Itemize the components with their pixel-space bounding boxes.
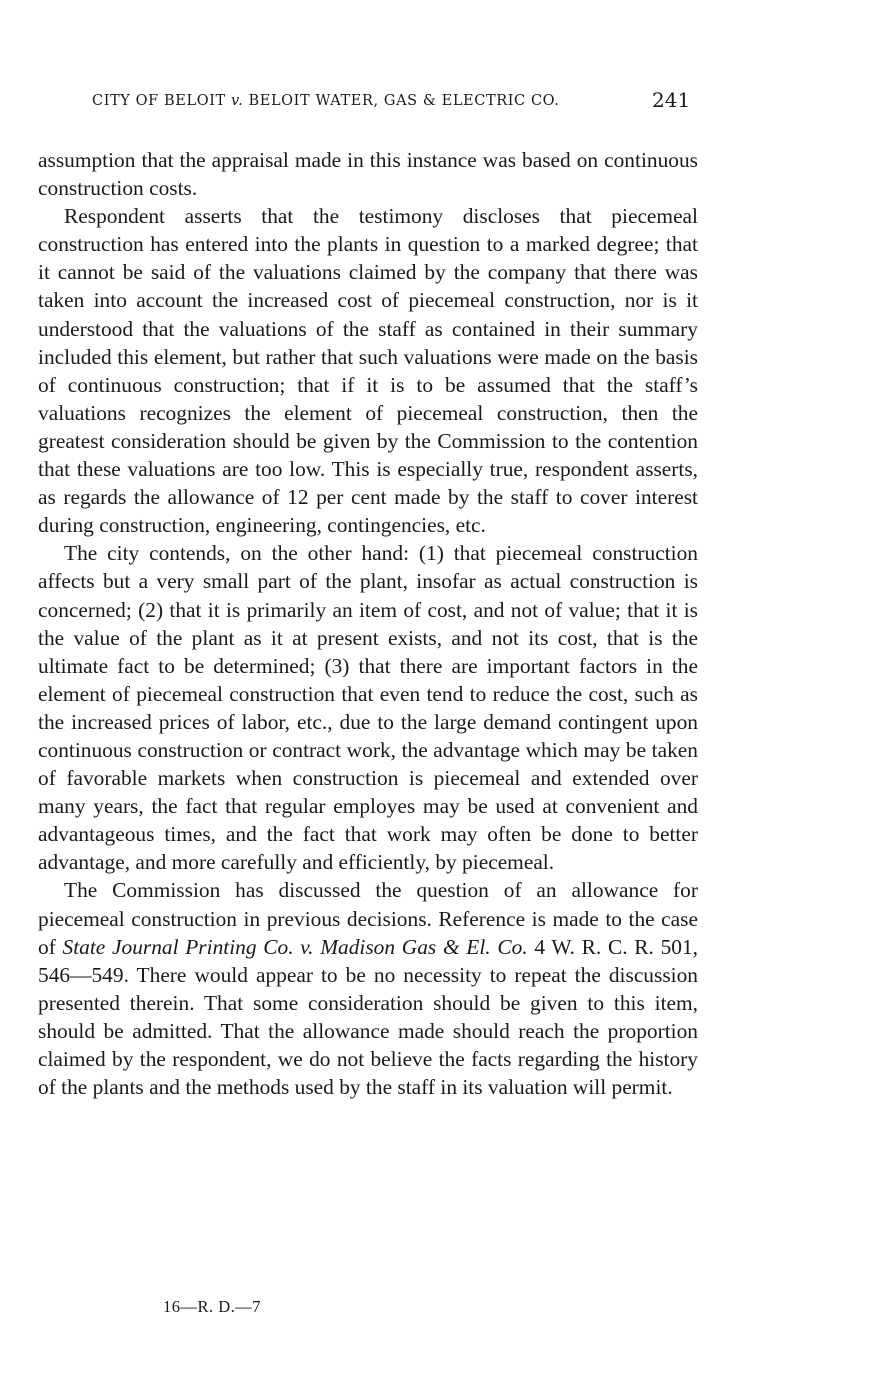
paragraph-city-contends: The city contends, on the other hand: (1) that piecemeal construction affects but a very small part of the plant, insofar as actual construction is concerned; (2) that it is primarily an item of cost, and not of value; that it is the value of the plant as it at present exists, and not its cost, that is the ultimate fact to be determined; (3) that there are important factors in the element of piecemeal construction that even tend to reduce the cost, such as the increased prices of labor, etc., due to the large demand contingent upon continuous construction or contract work, the advantage which may be taken of favorable markets when construction is piecemeal and extended over many years, the fact that regular employes may be used at convenient and advantageous times, and the fact that work may often be done to better advantage, and more carefully and efficiently, by piecemeal.: [38, 541, 698, 875]
page-number: 241: [652, 88, 691, 112]
body-text: [38, 146, 698, 1101]
case-citation: State Journal Printing Co. v. Madison Gas & El. Co.: [62, 934, 528, 959]
paragraph-commission-discussion: [38, 876, 698, 1101]
running-head-left: CITY OF BELOIT: [92, 93, 226, 109]
running-head-versus: v.: [231, 93, 244, 109]
signature-mark: 16—R. D.—7: [163, 1297, 262, 1316]
running-head-right: BELOIT WATER, GAS & ELECTRIC CO.: [248, 93, 560, 109]
paragraph-text-before: The Commission has discussed the question of an allowance for piecemeal construction in previous decisions. Reference is made to the case of: [38, 878, 698, 959]
paragraph-continuation: assumption that the appraisal made in this instance was based on continuous construction costs.: [38, 148, 698, 201]
running-head: [92, 93, 612, 109]
paragraph-text-after: 4 W. R. C. R. 501, 546—549. There would appear to be no necessity to repeat the discussion presented therein. That some consideration should be given to this item, should be admitted. That the allowance made should reach the proportion claimed by the respondent, we do not believe the facts regarding the history of the plants and the methods used by the staff in its valuation will permit.: [38, 934, 699, 1100]
paragraph-respondent-asserts: Respondent asserts that the testimony discloses that piecemeal construction has entered into the plants in question to a marked degree; that it cannot be said of the valuations claimed by the company that there was taken into account the increased cost of piecemeal construction, nor is it understood that the valuations of the staff as contained in their summary included this element, but rather that such valuations were made on the basis of continuous construction; that if it is to be assumed that the staff’s valuations recognizes the element of piecemeal construction, then the greatest consideration should be given by the Commission to the contention that these valuations are too low. This is especially true, respondent asserts, as regards the allowance of 12 per cent made by the staff to cover interest during construction, engineering, contingencies, etc.: [38, 204, 698, 538]
